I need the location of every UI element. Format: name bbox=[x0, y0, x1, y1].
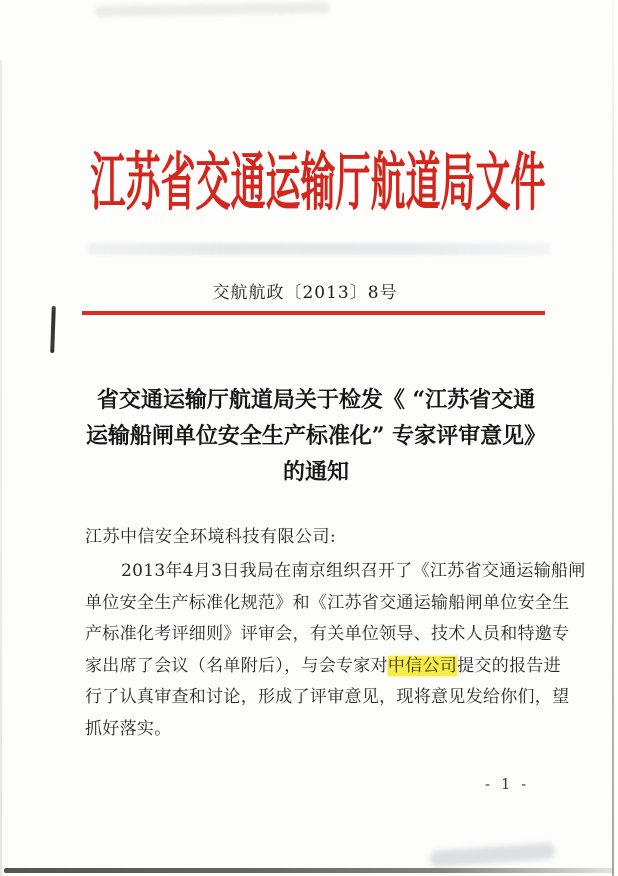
paragraph-line-4-post: 提交的报告进 bbox=[457, 655, 561, 676]
document-masthead-title: 江苏省交通运输厅航道局文件 bbox=[90, 146, 546, 221]
body-paragraph bbox=[85, 556, 586, 745]
scan-edge-bottom-shadow bbox=[4, 868, 614, 873]
pen-mark bbox=[50, 306, 56, 353]
paragraph-line-4 bbox=[85, 651, 561, 683]
headline-line-2: 运输船闸单位安全生产标准化” 专家评审意见》 bbox=[85, 423, 547, 449]
paragraph-line-6: 抓好落实。 bbox=[85, 718, 172, 739]
document-number: 交航航政〔2013〕8号 bbox=[212, 283, 398, 303]
scan-ghost-text-band bbox=[88, 243, 550, 255]
headline-line-1: 省交通运输厅航道局关于检发《 “江苏省交通 bbox=[96, 387, 536, 413]
headline-line-3: 的通知 bbox=[282, 459, 349, 485]
paragraph-line-3: 产标准化考评细则》评审会，有关单位领导、技术人员和特邀专 bbox=[85, 624, 570, 644]
paragraph-line-4-pre: 家出席了会议（名单附后），与会专家对 bbox=[85, 655, 388, 676]
page-number: - 1 - bbox=[485, 775, 530, 793]
scan-edge-left bbox=[0, 60, 2, 876]
paragraph-line-2: 单位安全生产标准化规范》和《江苏省交通运输船闸单位安全生 bbox=[85, 592, 570, 613]
salutation: 江苏中信安全环境科技有限公司: bbox=[85, 527, 337, 547]
paragraph-line-5: 行了认真审查和讨论，形成了评审意见，现将意见发给你们，望 bbox=[85, 687, 570, 707]
document-headline bbox=[7, 382, 618, 490]
scan-smudge-top bbox=[95, 2, 330, 17]
paragraph-line-1: 2013年4月3日我局在南京组织召开了《江苏省交通运输船闸 bbox=[121, 561, 586, 581]
scan-smudge-bottom-right bbox=[430, 843, 556, 868]
red-divider-line bbox=[82, 311, 545, 315]
highlighted-company-name: 中信公司 bbox=[387, 655, 458, 676]
